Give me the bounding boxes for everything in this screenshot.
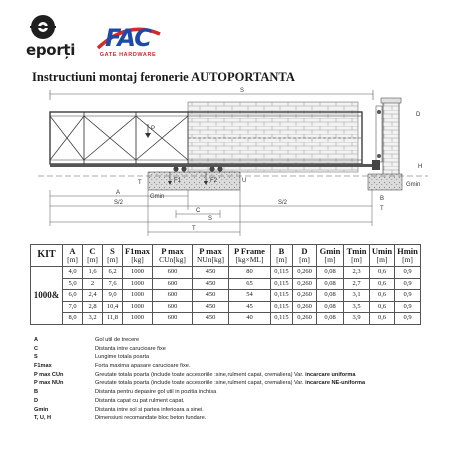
table-cell: 6,0	[63, 290, 83, 302]
table-cell: 0,260	[293, 290, 317, 302]
legend-description: Forta maxima apasare carucioare fixe.	[95, 363, 191, 370]
label-h: H	[418, 164, 423, 170]
table-cell: 3,1	[344, 290, 370, 302]
table-cell: 0,9	[395, 301, 421, 313]
label-p: P	[151, 126, 156, 132]
table-cell: 0,6	[370, 301, 395, 313]
table-cell: 450	[193, 301, 229, 313]
table-cell: 600	[153, 290, 193, 302]
table-cell: 0,260	[293, 267, 317, 279]
table-cell: 54	[229, 290, 271, 302]
right-foundation	[368, 174, 402, 190]
page-title: Instructiuni montaj feronerie AUTOPORTANTA	[32, 70, 295, 84]
table-cell: 0,9	[395, 313, 421, 325]
table-cell: 0,115	[271, 278, 293, 290]
table-cell: 0,9	[395, 278, 421, 290]
spec-table	[30, 244, 421, 325]
legend-item	[34, 414, 444, 423]
table-cell: 1000	[123, 313, 153, 325]
label-s2-right: S/2	[278, 200, 288, 206]
table-cell: 0,6	[370, 278, 395, 290]
table-cell: 2	[83, 278, 103, 290]
table-cell: 450	[193, 290, 229, 302]
legend-description: Greutate totala poarta (include toate accesoriile :sine,rulment capat, cremaliera) Var. incarcare NE-uniforma	[95, 380, 366, 387]
dimension-lines-bottom	[50, 190, 372, 236]
table-cell: 600	[153, 267, 193, 279]
bottom-rail	[50, 164, 372, 167]
table-cell: 0,6	[370, 313, 395, 325]
fac-wordmark: FAC	[105, 24, 151, 52]
legend-item	[34, 362, 444, 371]
table-cell: 0,260	[293, 301, 317, 313]
eporti-wheel-icon	[30, 14, 56, 40]
header-pframe: P Frame [kg×ML]	[229, 245, 271, 267]
legend-symbol: Gmin	[34, 406, 49, 413]
legend-symbol: T, U, H	[34, 415, 52, 422]
table-cell: 3,9	[344, 313, 370, 325]
table-cell: 1000	[123, 290, 153, 302]
header-b: B [m]	[271, 245, 293, 267]
table-cell: 0,115	[271, 313, 293, 325]
legend-item	[34, 353, 444, 362]
fac-logo	[92, 26, 164, 64]
table-cell: 0,08	[317, 301, 344, 313]
table-cell: 6,2	[103, 267, 123, 279]
legend-symbol: C	[34, 345, 39, 352]
legend-item	[34, 397, 444, 406]
label-s2-left: S/2	[114, 200, 124, 206]
table-cell: 0,115	[271, 290, 293, 302]
legend-symbol: F1max	[34, 363, 52, 370]
label-s-bottom: S	[208, 216, 213, 222]
header-tmin: Tmin [m]	[344, 245, 370, 267]
legend-description: Dimensiuni recomandate bloc beton fundare.	[95, 415, 207, 422]
spec-table-header-row	[31, 245, 421, 267]
label-f2: F2	[210, 178, 218, 184]
legend-item	[34, 388, 444, 397]
label-s-top: S	[240, 88, 245, 94]
label-b: B	[380, 196, 385, 202]
table-cell: 0,115	[271, 267, 293, 279]
table-cell: 0,9	[395, 267, 421, 279]
table-cell: 80	[229, 267, 271, 279]
legend-item	[34, 379, 444, 388]
table-cell: 0,6	[370, 290, 395, 302]
table-cell: 600	[153, 301, 193, 313]
table-cell: 450	[193, 267, 229, 279]
table-cell: 7,0	[63, 301, 83, 313]
table-cell: 450	[193, 278, 229, 290]
table-cell: 4,0	[63, 267, 83, 279]
legend-description: Distanta capat cu pat rulment capat.	[95, 397, 185, 404]
table-row	[31, 313, 421, 325]
table-row	[31, 290, 421, 302]
table-cell: 10,4	[103, 301, 123, 313]
label-t-left: T	[138, 180, 142, 186]
table-cell: 450	[193, 313, 229, 325]
header-s: S [m]	[103, 245, 123, 267]
table-row	[31, 278, 421, 290]
table-cell: 0,9	[395, 290, 421, 302]
label-t-right: T	[380, 206, 384, 212]
table-cell: 1000	[123, 301, 153, 313]
header-d: D [m]	[293, 245, 317, 267]
legend	[34, 336, 444, 423]
legend-description: Lungime totala poarta	[95, 354, 150, 361]
table-cell: 7,6	[103, 278, 123, 290]
label-f1: F1	[174, 178, 182, 184]
legend-symbol: P max CUn	[34, 371, 64, 378]
legend-item	[34, 336, 444, 345]
header-hmin: Hmin [m]	[395, 245, 421, 267]
eporti-wordmark: eporți	[26, 41, 76, 59]
legend-item	[34, 371, 444, 380]
dimension-s-top	[50, 88, 373, 100]
table-cell: 1,6	[83, 267, 103, 279]
label-t-bottom: T	[192, 226, 196, 232]
table-cell: 5,0	[63, 278, 83, 290]
label-c: C	[196, 208, 201, 214]
table-row	[31, 301, 421, 313]
table-cell: 0,260	[293, 278, 317, 290]
table-cell: 0,08	[317, 313, 344, 325]
eporti-logo	[26, 14, 76, 59]
table-cell: 3,5	[344, 301, 370, 313]
table-cell: 0,115	[271, 301, 293, 313]
table-cell: 1000	[123, 278, 153, 290]
label-gmin-left: Gmin	[150, 194, 165, 200]
weight-p-marker	[145, 124, 155, 138]
table-cell: 0,6	[370, 267, 395, 279]
legend-item	[34, 406, 444, 415]
header-f1max: F1max [kg]	[123, 245, 153, 267]
kit-cell: 1000&	[31, 267, 63, 325]
legend-symbol: B	[34, 389, 39, 396]
legend-description: Greutate totala poarta (include toate accesoriile :sine,rulment capat, cremaliera) Var. incarcare uniforma	[95, 371, 356, 378]
gate-installation-drawing	[28, 86, 438, 238]
table-cell: 11,8	[103, 313, 123, 325]
table-cell: 8,0	[63, 313, 83, 325]
table-cell: 0,08	[317, 267, 344, 279]
legend-symbol: P max NUn	[34, 380, 64, 387]
table-cell: 9,0	[103, 290, 123, 302]
table-cell: 0,08	[317, 278, 344, 290]
table-cell: 45	[229, 301, 271, 313]
table-cell: 0,260	[293, 313, 317, 325]
table-cell: 600	[153, 278, 193, 290]
table-cell: 2,7	[344, 278, 370, 290]
label-gmin-right: Gmin	[406, 182, 421, 188]
label-d: D	[416, 112, 421, 118]
legend-symbol: S	[34, 354, 38, 361]
legend-description: Distanta intre sol si partea inferioara a sinei.	[95, 406, 204, 413]
table-cell: 0,08	[317, 290, 344, 302]
table-row	[31, 267, 421, 279]
legend-symbol: D	[34, 397, 39, 404]
label-a: A	[116, 190, 121, 196]
header-a: A [m]	[63, 245, 83, 267]
table-cell: 1000	[123, 267, 153, 279]
header-pmax-cun: P max CUn[kg]	[153, 245, 193, 267]
legend-symbol: A	[34, 337, 39, 343]
header-umin: Umin [m]	[370, 245, 395, 267]
gate-pillar	[376, 98, 401, 186]
table-cell: 2,3	[344, 267, 370, 279]
table-cell: 2,4	[83, 290, 103, 302]
table-cell: 600	[153, 313, 193, 325]
header-c: C [m]	[83, 245, 103, 267]
legend-description: Distanta intre carucioare fixe	[95, 345, 166, 352]
concrete-foundation	[148, 172, 240, 190]
legend-description: Gol util de trecere	[95, 337, 140, 343]
table-cell: 3,2	[83, 313, 103, 325]
header-pmax-nun: P max NUn[kg]	[193, 245, 229, 267]
legend-description: Distanta pentru depasire gol util in pozitia inchisa	[95, 389, 217, 396]
fac-subtitle: GATE HARDWARE	[99, 52, 157, 58]
table-cell: 40	[229, 313, 271, 325]
table-cell: 2,8	[83, 301, 103, 313]
header-kit: KIT	[31, 245, 63, 267]
table-cell: 65	[229, 278, 271, 290]
label-u: U	[242, 178, 247, 184]
header-gmin: Gmin [m]	[317, 245, 344, 267]
legend-item	[34, 345, 444, 354]
